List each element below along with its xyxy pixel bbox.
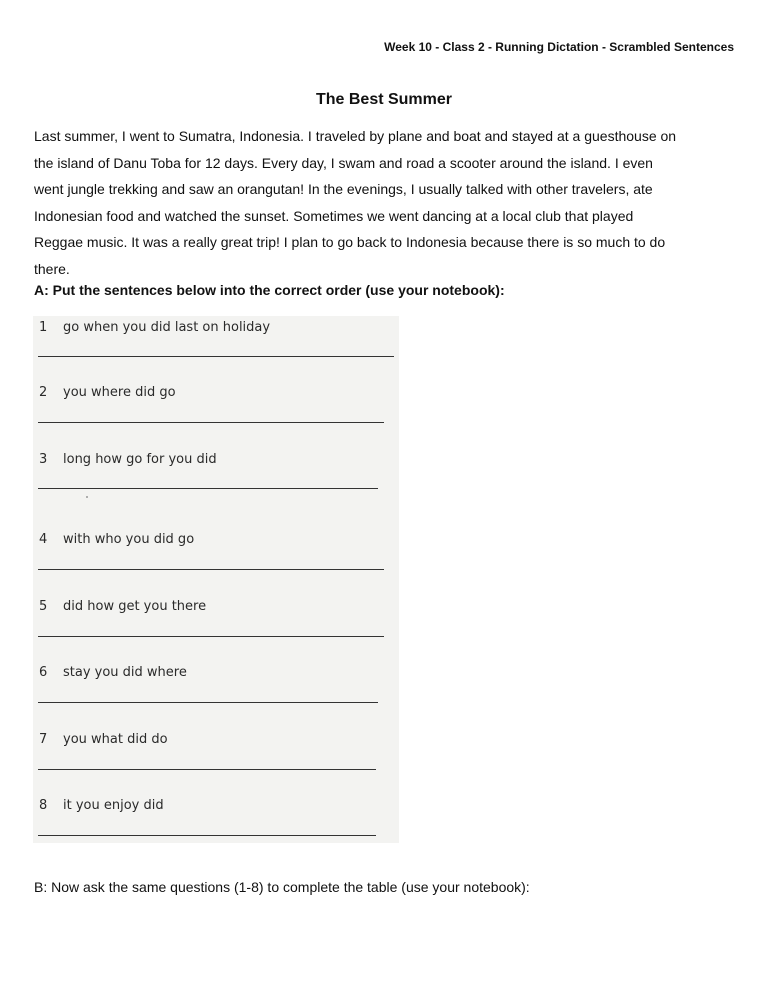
story-line: went jungle trekking and saw an orangutan! In the evenings, I usually talked with other travelers, ate [34, 181, 653, 197]
section-a-instruction: A: Put the sentences below into the correct order (use your notebook): [34, 282, 505, 298]
story-line: the island of Danu Toba for 12 days. Every day, I swam and road a scooter around the island. I even [34, 154, 653, 171]
item-text: you where did go [63, 385, 176, 400]
item-number: 5 [39, 599, 48, 614]
item-number: 3 [39, 452, 48, 467]
answer-line-4 [38, 569, 384, 570]
answer-line-3 [38, 488, 378, 489]
scrambled-item-6 [33, 665, 399, 705]
answer-line-2 [38, 422, 384, 423]
scrambled-sentences-scan [33, 316, 399, 843]
header-title: Week 10 - Class 2 - Running Dictation - Scrambled Sentences [384, 40, 734, 54]
scrambled-item-8 [33, 798, 399, 838]
section-b-instruction: B: Now ask the same questions (1-8) to complete the table (use your notebook): [34, 879, 530, 895]
document-title: The Best Summer [315, 91, 453, 108]
answer-line-5 [38, 636, 384, 637]
item-text: you what did do [63, 732, 168, 747]
story-paragraph [34, 123, 734, 282]
item-number: 2 [39, 385, 48, 400]
item-text: long how go for you did [63, 452, 217, 467]
scrambled-item-1 [33, 320, 399, 360]
item-number: 1 [39, 320, 48, 335]
answer-line-7 [38, 769, 376, 770]
answer-line-6 [38, 702, 378, 703]
scrambled-item-3 [33, 452, 399, 492]
item-number: 6 [39, 665, 48, 680]
scrambled-item-2 [33, 385, 399, 425]
item-number: 7 [39, 732, 48, 747]
scrambled-item-7 [33, 732, 399, 772]
story-line: Last summer, I went to Sumatra, Indonesia. I traveled by plane and boat and stayed at a guesthouse on [34, 128, 677, 144]
item-text: stay you did where [63, 665, 187, 680]
scrambled-item-5 [33, 599, 399, 639]
answer-line-1 [38, 356, 394, 357]
item-number: 4 [39, 532, 48, 547]
story-line: there. [34, 260, 70, 277]
story-line: Reggae music. It was a really great trip! I plan to go back to Indonesia because there is so much to do [34, 234, 666, 250]
scan-speck [86, 496, 88, 498]
answer-line-8 [38, 835, 376, 836]
story-line: Indonesian food and watched the sunset. Sometimes we went dancing at a local club that played [34, 207, 634, 224]
item-text: it you enjoy did [63, 798, 164, 813]
item-text: go when you did last on holiday [63, 320, 271, 335]
item-text: did how get you there [63, 599, 207, 614]
scrambled-item-4 [33, 532, 399, 572]
item-text: with who you did go [63, 532, 195, 547]
item-number: 8 [39, 798, 48, 813]
